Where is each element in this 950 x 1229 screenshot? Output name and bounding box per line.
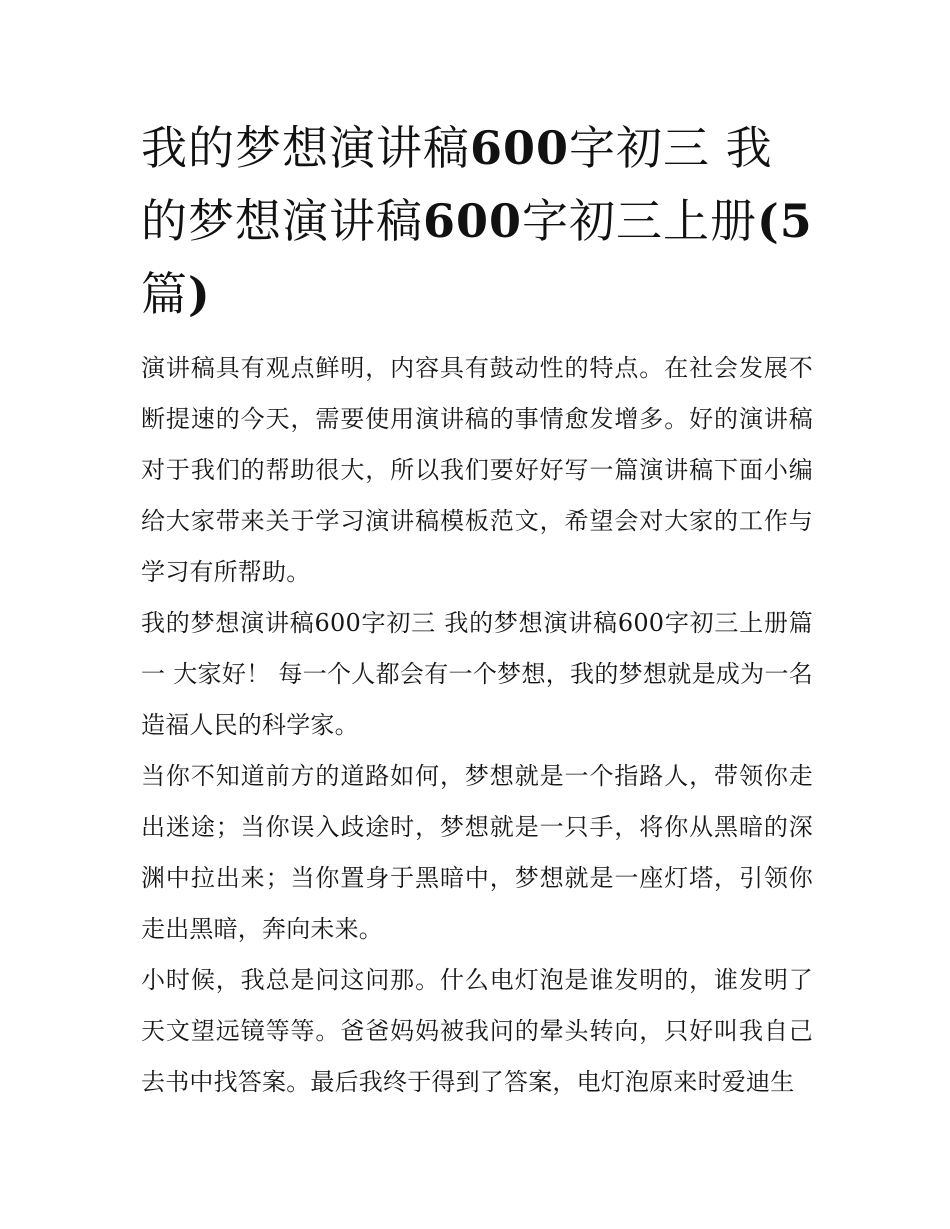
paragraph-intro: 演讲稿具有观点鲜明，内容具有鼓动性的特点。在社会发展不断提速的今天，需要使用演讲稿的事情愈发增多。好的演讲稿对于我们的帮助很大，所以我们要好好写一篇演讲稿下面小编给大家带来关于学习演讲稿模板范文，希望会对大家的工作与学习有所帮助。: [141, 354, 813, 586]
paragraph-heading-line: 我的梦想演讲稿600字初三 我的梦想演讲稿600字初三上册篇一 大家好！ 每一个人都会有一个梦想，我的梦想就是成为一名造福人民的科学家。: [141, 609, 813, 739]
document-content: [141, 112, 813, 1108]
document-title: 我的梦想演讲稿600字初三 我的梦想演讲稿600字初三上册(5篇): [141, 121, 813, 321]
document-body: [141, 343, 813, 1108]
paragraph-dream-guide: 当你不知道前方的道路如何，梦想就是一个指路人，带领你走出迷途；当你误入歧途时，梦想就是一只手，将你从黑暗的深渊中拉出来；当你置身于黑暗中，梦想就是一座灯塔，引领你走出黑暗，奔向未来。: [141, 762, 813, 943]
paragraph-childhood: 小时候，我总是问这问那。什么电灯泡是谁发明的，谁发明了天文望远镜等等。爸爸妈妈被我问的晕头转向，只好叫我自己去书中找答案。最后我终于得到了答案，电灯泡原来时爱迪生: [141, 966, 813, 1096]
